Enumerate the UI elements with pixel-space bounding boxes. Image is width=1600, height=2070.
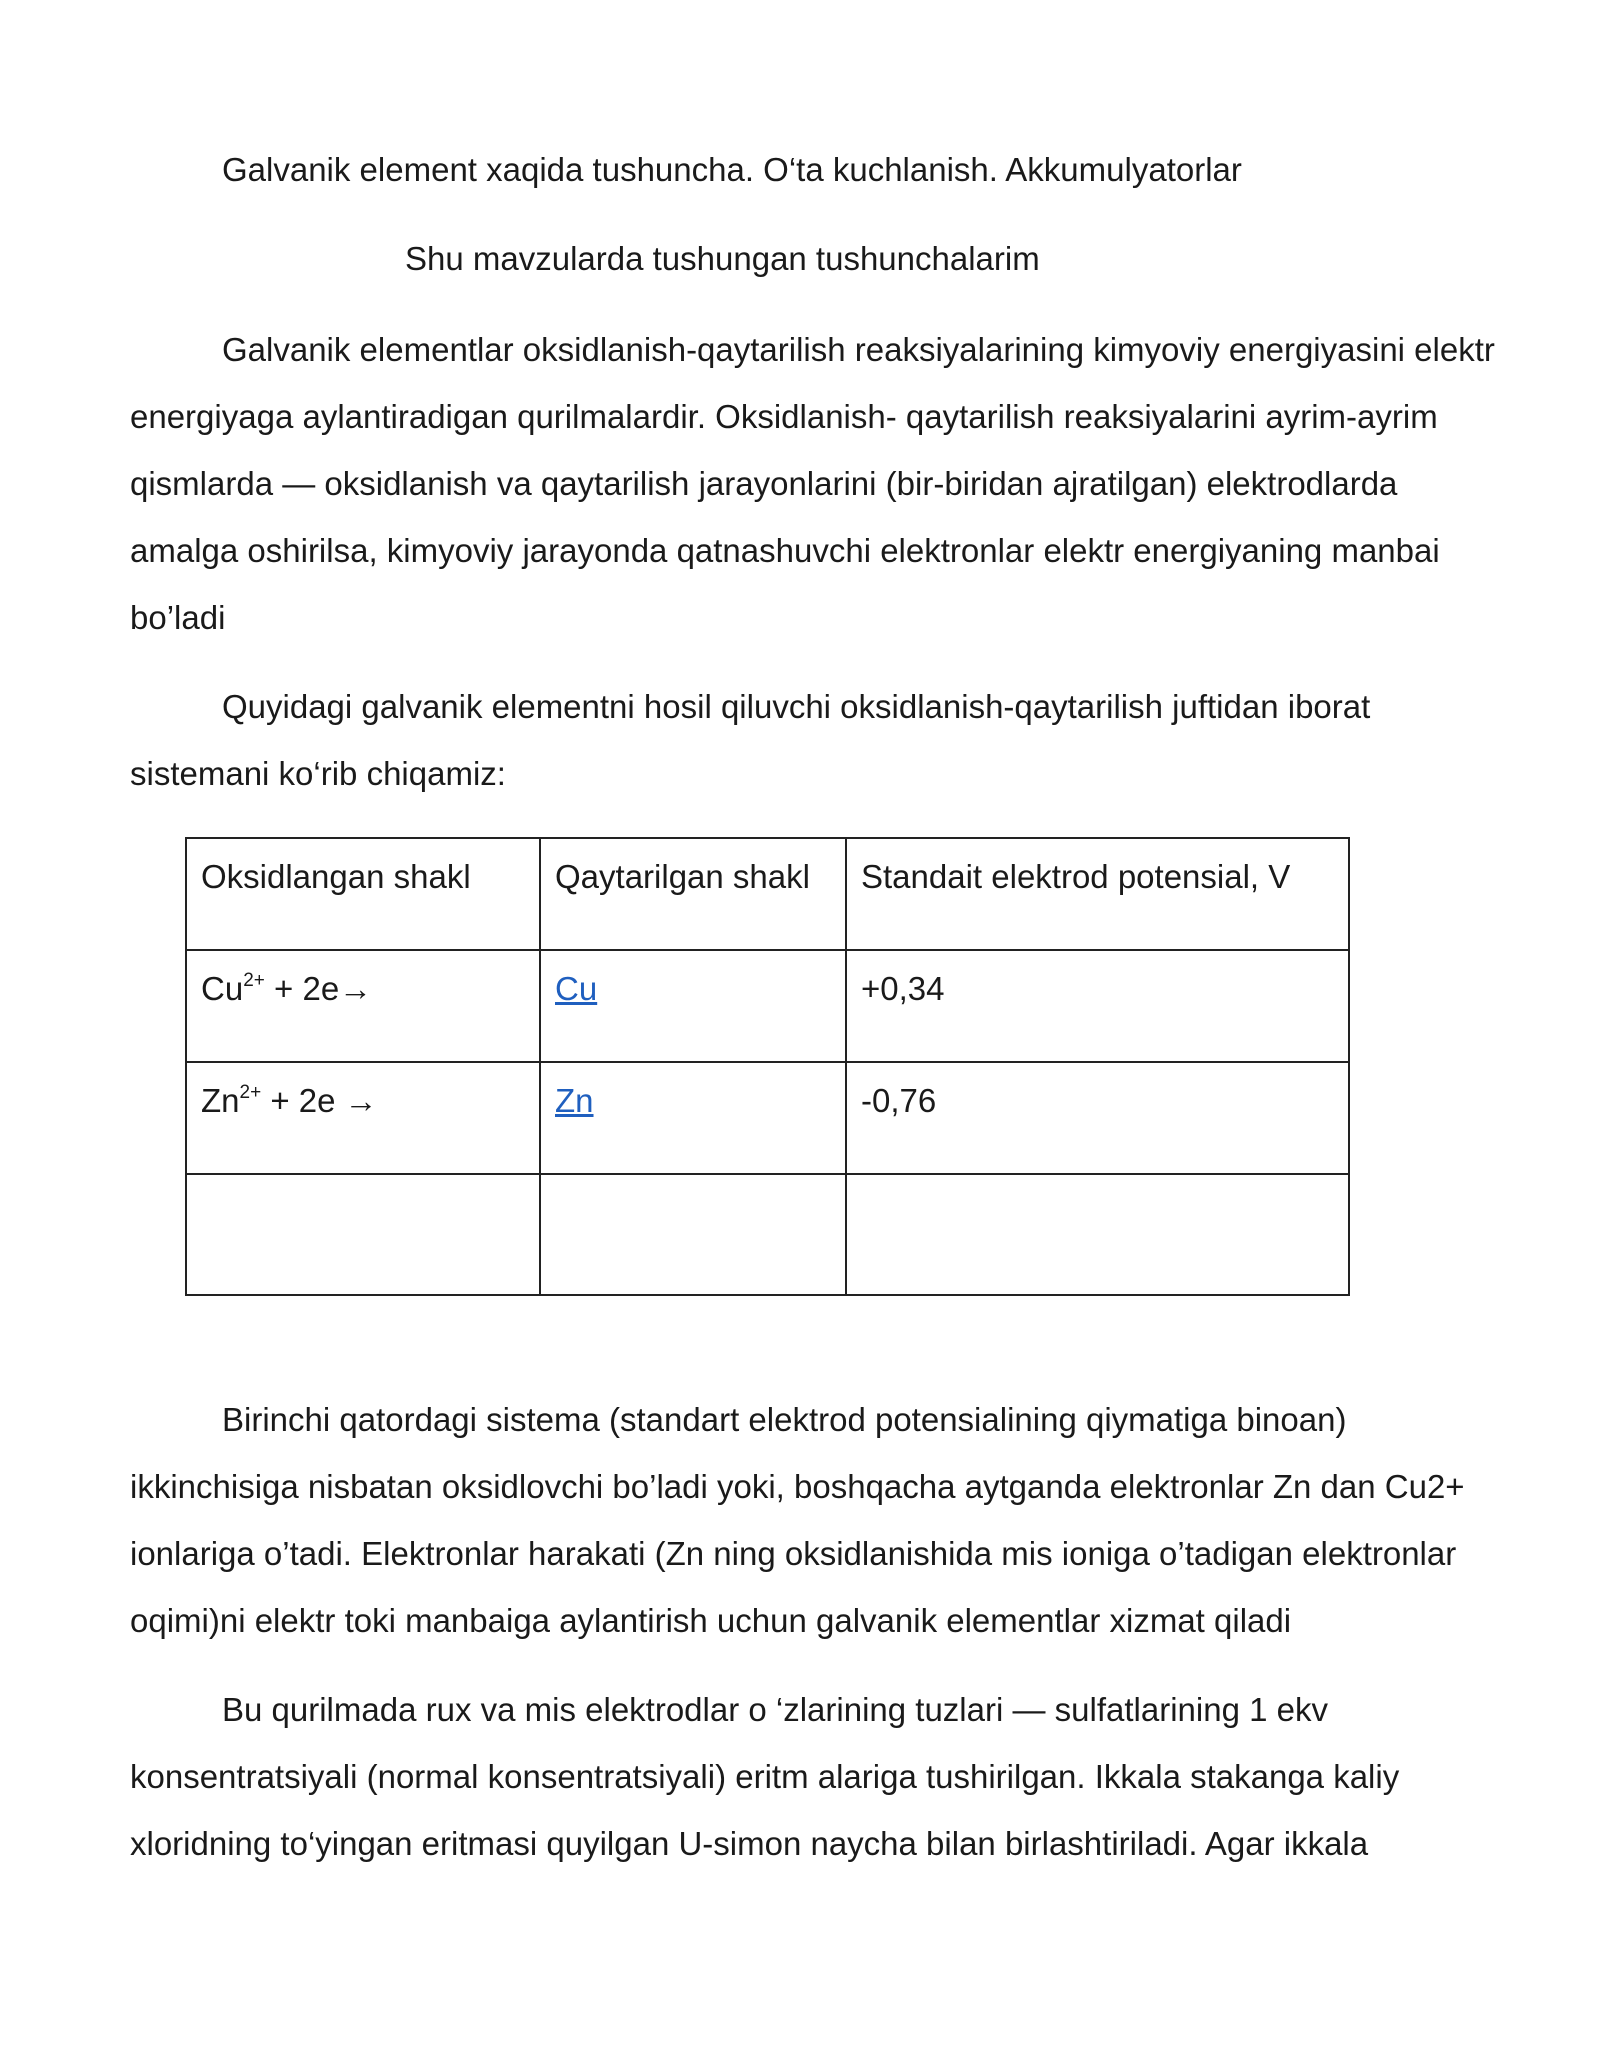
paragraph-device-description: Bu qurilmada rux va mis elektrodlar o ‘zlarining tuzlari — sulfatlarining 1 ekv konsentratsiyali (normal konsentratsiyali) eritm alariga tushirilgan. Ikkala stakanga kaliy xloridning to‘yingan eritmasi quyilgan U-simon naycha bilan birlashtiriladi. Agar ikkala [130,1691,1400,1862]
document-subtitle: Shu mavzularda tushungan tushunchalarim [405,240,1040,277]
header-standard-potential: Standait elektrod potensial, V [846,838,1349,950]
cell-empty [540,1174,846,1295]
paragraph-system-intro: Quyidagi galvanik elementni hosil qiluvchi oksidlanish-qaytarilish juftidan iborat sistemani ko‘rib chiqamiz: [130,688,1371,792]
cell-empty [186,1174,540,1295]
ion-charge: 2+ [239,1082,262,1103]
reduced-form-link[interactable]: Zn [555,1082,594,1119]
ion-charge: 2+ [243,970,265,991]
paragraph-electron-flow: Birinchi qatordagi sistema (standart elektrod potensialining qiymatiga binoan) ikkinchisiga nisbatan oksidlovchi bo’ladi yoki, boshqacha aytganda elektronlar Zn dan Cu2+ ionlariga o’tadi. Elektronlar harakati (Zn ning oksidlanishida mis ioniga o’tadigan elektronlar oqimi)ni elektr toki manbaiga aylantirish uchun galvanik elementlar xizmat qiladi [130,1401,1465,1639]
electrode-potential-table [185,837,1350,1296]
cell-reduced-form [540,1062,846,1174]
header-oxidized-form: Oksidlangan shakl [186,838,540,950]
reduced-form-link[interactable]: Cu [555,970,598,1007]
cell-oxidized-form [186,950,540,1062]
cell-potential: -0,76 [846,1062,1349,1174]
ion-symbol: Zn [201,1082,240,1119]
paragraph-galvanic-definition: Galvanik elementlar oksidlanish-qaytarilish reaksiyalarining kimyoviy energiyasini elektr energiyaga aylantiradigan qurilmalardir. Oksidlanish- qaytarilish reaksiyalarini ayrim-ayrim qismlarda — oksidlanish va qaytarilish jarayonlarini (bir-biridan ajratilgan) elektrodlarda amalga oshirilsa, kimyoviy jarayonda qatnashuvchi elektronlar elektr energiyaning manbai bo’ladi [130,331,1495,636]
cell-empty [846,1174,1349,1295]
ion-symbol: Cu [201,970,244,1007]
cell-potential: +0,34 [846,950,1349,1062]
reaction-rest: + 2e → [261,1082,378,1119]
table-row [186,950,1349,1062]
reaction-rest: + 2e→ [264,970,373,1007]
document-title: Galvanik element xaqida tushuncha. O‘ta kuchlanish. Akkumulyatorlar [222,151,1242,188]
header-reduced-form: Qaytarilgan shakl [540,838,846,950]
table-row-empty [186,1174,1349,1295]
cell-oxidized-form [186,1062,540,1174]
cell-reduced-form [540,950,846,1062]
table-header-row [186,838,1349,950]
table-row [186,1062,1349,1174]
